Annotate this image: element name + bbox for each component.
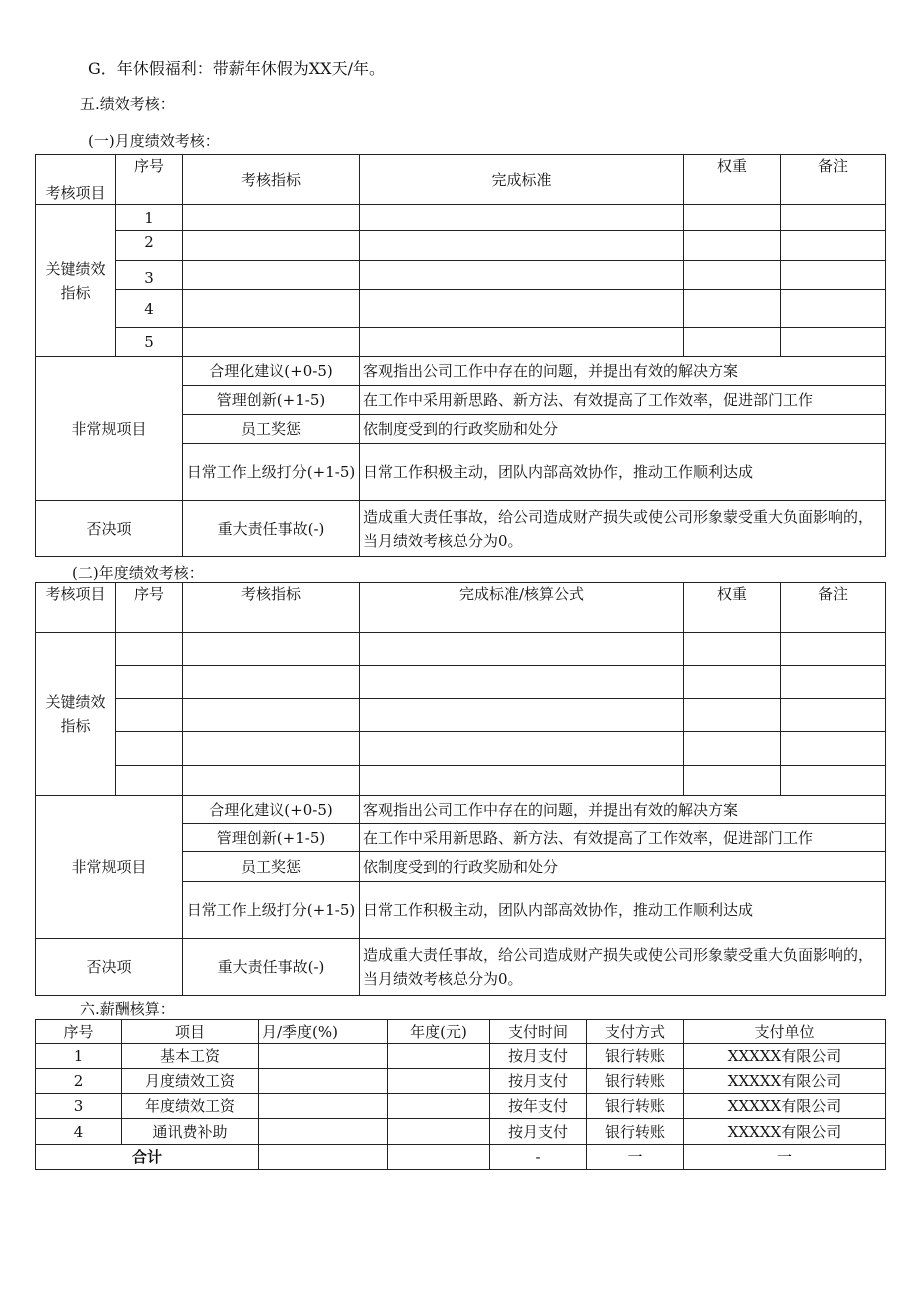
kpi-cell <box>183 205 360 231</box>
kpi-cell <box>684 205 781 231</box>
kpi-seq: 3 <box>116 261 183 290</box>
total-label: 合计 <box>36 1145 259 1170</box>
salary-header-seq: 序号 <box>36 1020 122 1044</box>
irregular-label: 非常规项目 <box>36 357 183 501</box>
salary-seq: 3 <box>36 1094 122 1119</box>
salary-monthly-cell <box>259 1069 388 1094</box>
header-weight: 权重 <box>684 155 781 205</box>
kpi-seq: 5 <box>116 328 183 357</box>
annual-performance-table <box>35 582 886 996</box>
annual-leave-line: G．年休假福利：带薪年休假为XX天/年。 <box>88 59 385 78</box>
irregular-item: 合理化建议(+0-5) <box>183 796 360 824</box>
irregular-desc: 依制度受到的行政奖励和处分 <box>360 852 886 882</box>
salary-seq: 1 <box>36 1044 122 1069</box>
kpi-cell <box>183 699 360 732</box>
kpi-cell <box>360 231 684 261</box>
kpi-cell <box>183 261 360 290</box>
table-row <box>36 1044 886 1069</box>
kpi-seq: 1 <box>116 205 183 231</box>
kpi-cell <box>684 328 781 357</box>
salary-header-item: 项目 <box>122 1020 259 1044</box>
irregular-desc: 客观指出公司工作中存在的问题，并提出有效的解决方案 <box>360 796 886 824</box>
monthly-title: (一)月度绩效考核： <box>88 132 220 150</box>
salary-item: 通讯费补助 <box>122 1119 259 1145</box>
kpi-cell <box>684 231 781 261</box>
irregular-desc: 日常工作积极主动，团队内部高效协作，推动工作顺利达成 <box>360 882 886 939</box>
section-5-heading: 五.绩效考核： <box>80 95 175 113</box>
kpi-cell <box>781 328 886 357</box>
header-standard: 完成标准/核算公式 <box>360 583 684 633</box>
salary-annual-cell <box>388 1094 490 1119</box>
table-row <box>36 1119 886 1145</box>
kpi-cell <box>684 732 781 766</box>
annual-title: (二)年度绩效考核： <box>72 564 204 582</box>
header-project: 考核项目 <box>36 583 116 633</box>
salary-seq: 2 <box>36 1069 122 1094</box>
kpi-cell <box>116 766 183 796</box>
salary-item: 年度绩效工资 <box>122 1094 259 1119</box>
kpi-cell <box>781 732 886 766</box>
kpi-cell <box>183 231 360 261</box>
salary-item: 月度绩效工资 <box>122 1069 259 1094</box>
salary-pay-time: 按月支付 <box>490 1069 587 1094</box>
kpi-cell <box>360 699 684 732</box>
kpi-cell <box>684 290 781 328</box>
salary-annual-cell <box>388 1119 490 1145</box>
header-weight: 权重 <box>684 583 781 633</box>
salary-seq: 4 <box>36 1119 122 1145</box>
kpi-cell <box>116 633 183 666</box>
kpi-cell <box>684 766 781 796</box>
kpi-cell <box>183 766 360 796</box>
kpi-cell <box>781 633 886 666</box>
header-seq: 序号 <box>116 155 183 205</box>
irregular-item: 日常工作上级打分(+1-5) <box>183 444 360 501</box>
kpi-label: 关键绩效指标 <box>36 205 116 357</box>
salary-pay-time: 按年支付 <box>490 1094 587 1119</box>
kpi-cell <box>116 699 183 732</box>
kpi-cell <box>183 290 360 328</box>
veto-item: 重大责任事故(-) <box>183 939 360 996</box>
kpi-cell <box>183 732 360 766</box>
veto-label: 否决项 <box>36 939 183 996</box>
irregular-item: 管理创新(+1-5) <box>183 824 360 852</box>
table-row <box>36 1094 886 1119</box>
kpi-cell <box>781 290 886 328</box>
salary-header-pay-time: 支付时间 <box>490 1020 587 1044</box>
kpi-cell <box>360 205 684 231</box>
salary-table <box>35 1019 886 1170</box>
veto-label: 否决项 <box>36 501 183 557</box>
kpi-cell <box>684 666 781 699</box>
total-annual-cell <box>388 1145 490 1170</box>
kpi-cell <box>360 290 684 328</box>
salary-pay-unit: XXXXX有限公司 <box>684 1119 886 1145</box>
veto-item: 重大责任事故(-) <box>183 501 360 557</box>
kpi-cell <box>116 732 183 766</box>
header-indicator: 考核指标 <box>183 583 360 633</box>
salary-pay-method: 银行转账 <box>587 1044 684 1069</box>
salary-header-pay-method: 支付方式 <box>587 1020 684 1044</box>
irregular-item: 员工奖惩 <box>183 852 360 882</box>
irregular-desc: 客观指出公司工作中存在的问题，并提出有效的解决方案 <box>360 357 886 386</box>
kpi-cell <box>684 633 781 666</box>
kpi-cell <box>360 633 684 666</box>
irregular-item: 合理化建议(+0-5) <box>183 357 360 386</box>
kpi-seq: 4 <box>116 290 183 328</box>
salary-monthly-cell <box>259 1119 388 1145</box>
kpi-cell <box>781 205 886 231</box>
total-row <box>36 1145 886 1170</box>
salary-annual-cell <box>388 1069 490 1094</box>
salary-pay-method: 银行转账 <box>587 1094 684 1119</box>
salary-pay-unit: XXXXX有限公司 <box>684 1069 886 1094</box>
irregular-desc: 在工作中采用新思路、新方法、有效提高了工作效率，促进部门工作 <box>360 386 886 415</box>
salary-pay-time: 按月支付 <box>490 1119 587 1145</box>
kpi-cell <box>684 261 781 290</box>
kpi-cell <box>183 633 360 666</box>
irregular-desc: 日常工作积极主动，团队内部高效协作，推动工作顺利达成 <box>360 444 886 501</box>
kpi-cell <box>360 666 684 699</box>
kpi-cell <box>781 231 886 261</box>
total-pay-method: 一 <box>587 1145 684 1170</box>
kpi-cell <box>360 328 684 357</box>
salary-pay-unit: XXXXX有限公司 <box>684 1094 886 1119</box>
irregular-item: 员工奖惩 <box>183 415 360 444</box>
monthly-performance-table <box>35 154 886 557</box>
total-pay-unit: 一 <box>684 1145 886 1170</box>
irregular-item: 管理创新(+1-5) <box>183 386 360 415</box>
kpi-cell <box>183 328 360 357</box>
kpi-cell <box>781 699 886 732</box>
header-note: 备注 <box>781 155 886 205</box>
kpi-cell <box>684 699 781 732</box>
kpi-cell <box>781 766 886 796</box>
irregular-desc: 依制度受到的行政奖励和处分 <box>360 415 886 444</box>
salary-header-monthly: 月/季度(%) <box>259 1020 388 1044</box>
header-project: 考核项目 <box>36 155 116 205</box>
kpi-seq: 2 <box>116 231 183 261</box>
kpi-cell <box>360 766 684 796</box>
salary-pay-method: 银行转账 <box>587 1119 684 1145</box>
kpi-cell <box>183 666 360 699</box>
header-standard: 完成标准 <box>360 155 684 205</box>
salary-header-annual: 年度(元) <box>388 1020 490 1044</box>
salary-monthly-cell <box>259 1094 388 1119</box>
kpi-cell <box>781 666 886 699</box>
total-monthly-cell <box>259 1145 388 1170</box>
irregular-label: 非常规项目 <box>36 796 183 939</box>
kpi-cell <box>360 261 684 290</box>
salary-header-pay-unit: 支付单位 <box>684 1020 886 1044</box>
salary-annual-cell <box>388 1044 490 1069</box>
kpi-cell <box>781 261 886 290</box>
salary-pay-method: 银行转账 <box>587 1069 684 1094</box>
salary-monthly-cell <box>259 1044 388 1069</box>
salary-pay-time: 按月支付 <box>490 1044 587 1069</box>
kpi-cell <box>116 666 183 699</box>
header-seq: 序号 <box>116 583 183 633</box>
header-indicator: 考核指标 <box>183 155 360 205</box>
irregular-item: 日常工作上级打分(+1-5) <box>183 882 360 939</box>
header-note: 备注 <box>781 583 886 633</box>
salary-pay-unit: XXXXX有限公司 <box>684 1044 886 1069</box>
total-pay-time: - <box>490 1145 587 1170</box>
kpi-cell <box>360 732 684 766</box>
table-row <box>36 1069 886 1094</box>
veto-desc: 造成重大责任事故，给公司造成财产损失或使公司形象蒙受重大负面影响的，当月绩效考核总分为0。 <box>360 501 886 557</box>
veto-desc: 造成重大责任事故，给公司造成财产损失或使公司形象蒙受重大负面影响的，当月绩效考核总分为0。 <box>360 939 886 996</box>
irregular-desc: 在工作中采用新思路、新方法、有效提高了工作效率，促进部门工作 <box>360 824 886 852</box>
salary-title: 六.薪酬核算： <box>80 1000 175 1018</box>
kpi-label: 关键绩效指标 <box>36 633 116 796</box>
salary-item: 基本工资 <box>122 1044 259 1069</box>
